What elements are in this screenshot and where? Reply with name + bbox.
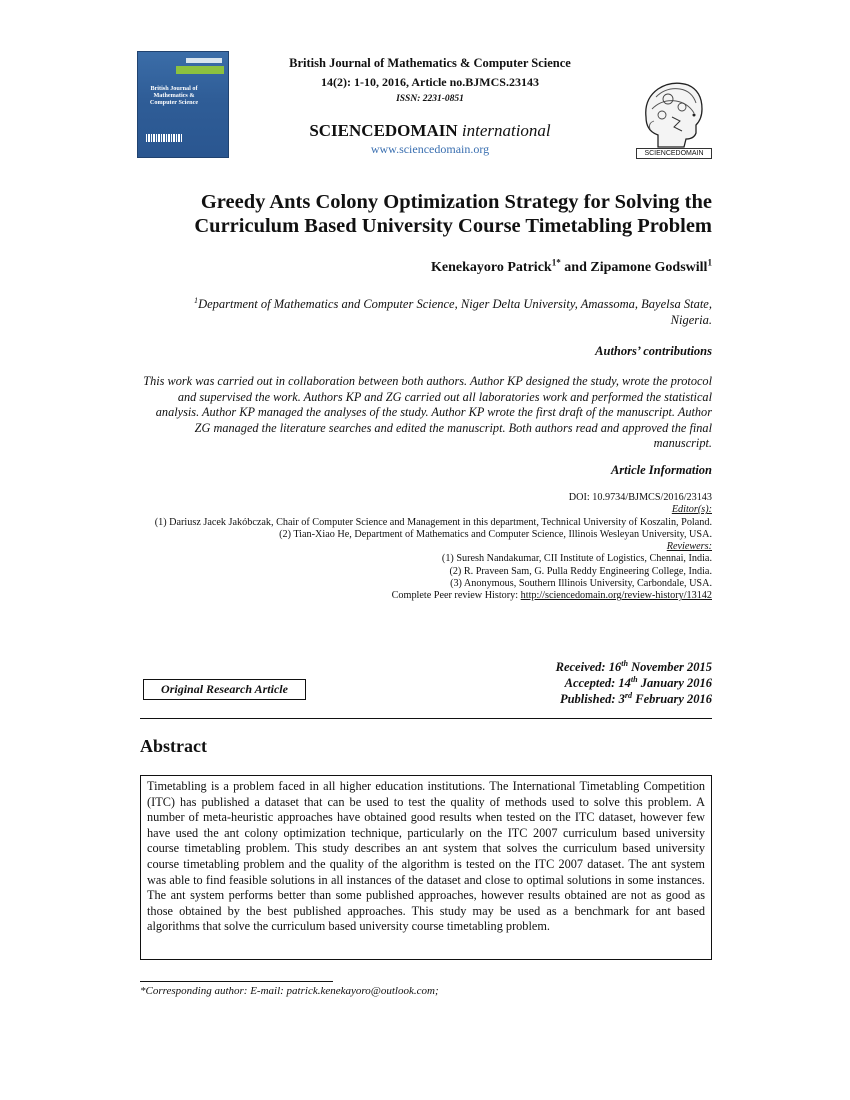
title-line-2: Curriculum Based University Course Timetabling Problem [194,215,712,237]
published-sup: rd [624,690,633,700]
affiliation [150,296,712,328]
publisher-website-link[interactable]: www.sciencedomain.org [370,142,490,156]
publisher-italic: international [461,121,551,140]
article-type-badge: Original Research Article [143,679,306,700]
accepted-post: January 2016 [637,676,712,690]
paper-title [140,190,712,238]
reviewer-2: (2) R. Praveen Sam, G. Pulla Reddy Engineering College, India. [449,565,712,577]
abstract-text: Timetabling is a problem faced in all higher education institutions. The International Timetabling Competition (ITC) has published a dataset that can be used to test the quality of methods used to solve this problem. A number of meta-heuristic approaches have obtained good results when tested on the ITC dataset, however few have used the ant colony optimization technique, particularly on the ITC 2007 curriculum based university course timetabling problem. This study describes an ant system that solves the curriculum based university course timetabling problem and the quality of the algorithm is tested on the ITC 2007 dataset. The ant system was able to find feasible solutions in all instances of the dataset and close to optimal solutions in some instances. The ant system performs better than some published approaches, however results obtained are not as good as those obtained by the best published approaches. This study may be used as a benchmark for ant based algorithms that solve the curriculum based university course timetabling problem. [140,775,712,960]
accepted-sup: th [630,674,638,684]
review-history-link[interactable]: http://sciencedomain.org/review-history/13142 [520,590,712,602]
doi: DOI: 10.9734/BJMCS/2016/23143 [568,492,712,503]
accepted-pre: Accepted: 14 [564,676,631,690]
barcode-icon [146,134,182,142]
author-2: and Zipamone Godswill [560,260,708,275]
author-2-sup: 1 [707,257,712,268]
accepted-date [450,675,712,691]
published-pre: Published: 3 [559,692,625,706]
editors-label: Editor(s): [671,504,712,516]
journal-issue: 14(2): 1-10, 2016, Article no.BJMCS.23143 [321,75,539,89]
publisher-name [230,121,630,141]
published-post: February 2016 [632,692,712,706]
article-info [140,492,712,603]
editor-1: (1) Dariusz Jacek Jakóbczak, Chair of Computer Science and Management in this department, Technical University of Koszalin, Poland. [154,516,712,528]
editor-2: (2) Tian-Xiao He, Department of Mathematics and Computer Science, Illinois Wesleyan University, USA. [279,528,712,540]
published-date [450,691,712,707]
received-date [450,659,712,675]
corresponding-author-footnote: *Corresponding author: E-mail: patrick.kenekayoro@outlook.com; [140,985,439,997]
review-history-label: Complete Peer review History: [391,590,521,602]
reviewer-3: (3) Anonymous, Southern Illinois University, Carbondale, USA. [450,578,712,590]
received-post: November 2015 [627,660,712,674]
title-line-1: Greedy Ants Colony Optimization Strategy for Solving the [200,191,712,213]
abstract-heading: Abstract [140,736,207,756]
publisher-bold: SCIENCEDOMAIN [309,121,458,140]
affiliation-sup: 1 [194,295,199,305]
reviewer-1: (1) Suresh Nandakumar, CII Institute of Logistics, Chennai, India. [441,553,712,565]
sciencedomain-logo [636,77,712,159]
head-profile-icon [636,77,712,149]
affiliation-text: Department of Mathematics and Computer Science, Niger Delta University, Amassoma, Bayelsa State, Nigeria. [198,297,712,327]
article-info-heading: Article Information [610,463,712,477]
received-pre: Received: 16 [555,660,622,674]
logo-label: SCIENCEDOMAIN [636,148,712,159]
review-history [140,590,712,602]
contributions-heading: Authors’ contributions [595,344,712,358]
journal-cover-image [137,51,229,158]
reviewers-label: Reviewers: [666,541,712,553]
received-sup: th [621,658,628,668]
footnote-divider [140,981,333,982]
journal-name: British Journal of Mathematics & Computer Science [289,56,571,70]
author-1-sup: 1* [551,257,561,268]
contributions-text: This work was carried out in collaboration between both authors. Author KP designed the study, wrote the protocol and supervised the work. Authors KP and ZG carried out all laboratories work and performed the statistical analysis. Author KP managed the analyses of the study. Author KP wrote the first draft of the manuscript. Author ZG managed the literature searches and edited the manuscript. Both authors read and approved the final manuscript. [143,374,712,451]
publication-dates [450,659,712,707]
section-divider [140,718,712,719]
cover-title: British Journal of Mathematics & Computer Science [149,85,199,106]
author-1: Kenekayoro Patrick [431,260,552,275]
author-list [300,257,712,276]
journal-issn: ISSN: 2231-0851 [396,94,464,104]
